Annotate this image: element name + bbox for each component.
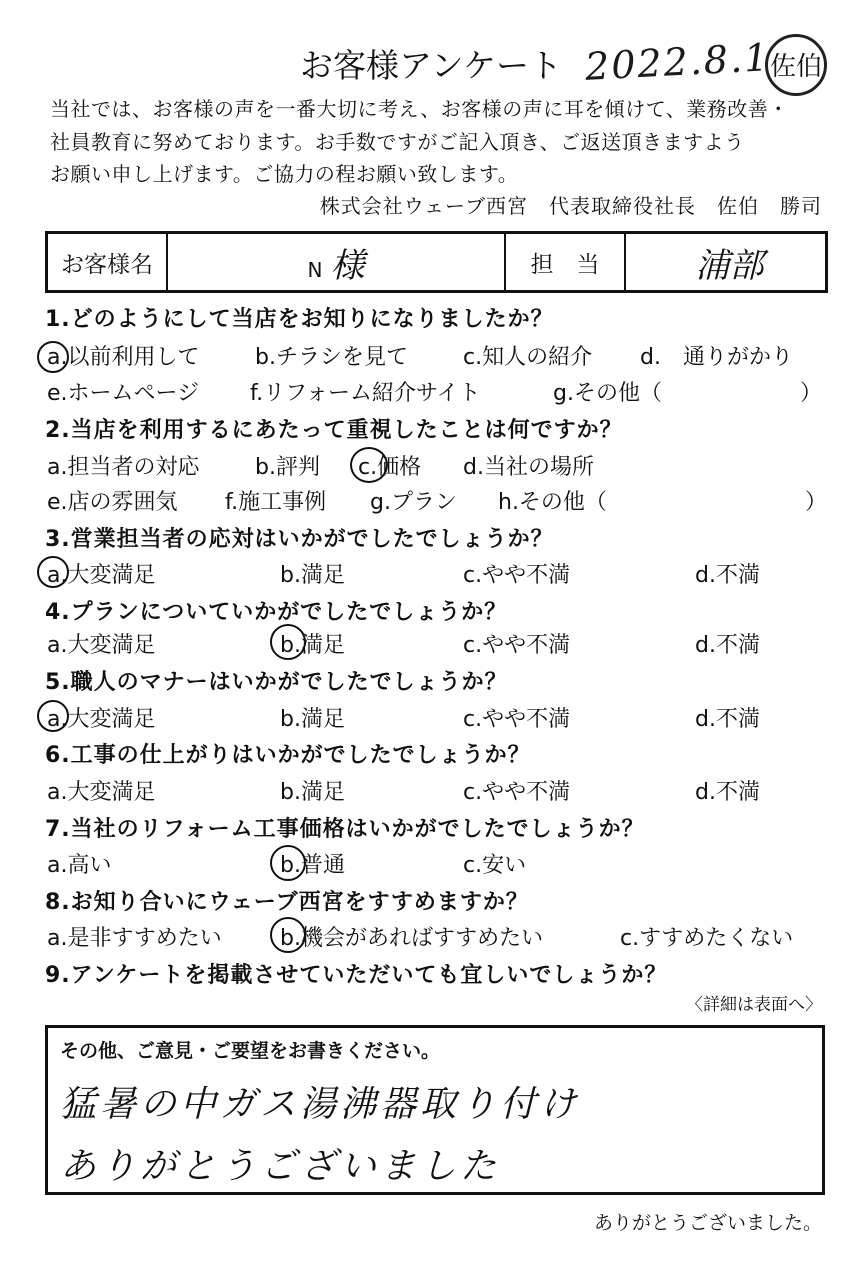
question-2: 2.当店を利用するにあたって重視したことは何ですか？ bbox=[45, 418, 623, 443]
question-8: 8.お知り合いにウェーブ西宮をすすめますか？ bbox=[45, 890, 529, 915]
q1-option-g[interactable]: g.その他（ bbox=[553, 381, 662, 406]
q7-option-b[interactable]: b.普通 bbox=[280, 853, 345, 878]
q2-option-f[interactable]: f.施工事例 bbox=[225, 490, 327, 515]
customer-initial: N bbox=[307, 257, 323, 282]
company-signature: 株式会社ウェーブ西宮 代表取締役社長 佐伯 勝司 bbox=[319, 194, 822, 218]
q5-option-d[interactable]: d.不満 bbox=[695, 707, 760, 732]
q5-option-a[interactable]: a.大変満足 bbox=[47, 707, 156, 732]
q2-option-b[interactable]: b.評判 bbox=[255, 455, 320, 480]
customer-info-table bbox=[45, 231, 828, 293]
intro-line-1: 当社では、お客様の声を一番大切に考え、お客様の声に耳を傾けて、業務改善・ bbox=[50, 97, 789, 121]
handwritten-date: 2022.8.1 bbox=[583, 35, 772, 89]
staff-cell[interactable] bbox=[625, 233, 827, 292]
q4-option-a[interactable]: a.大変満足 bbox=[47, 633, 156, 658]
question-1: 1.どのようにして当店をお知りになりましたか？ bbox=[45, 307, 554, 332]
q2-option-g[interactable]: g.プラン bbox=[370, 490, 457, 515]
name-seal bbox=[765, 34, 827, 96]
comment-label: その他、ご意見・ご要望をお書きください。 bbox=[60, 1040, 441, 1062]
staff-label: 担 当 bbox=[505, 233, 625, 292]
detail-note: 〈詳細は表面へ〉 bbox=[686, 995, 822, 1015]
q3-option-a[interactable]: a.大変満足 bbox=[47, 563, 156, 588]
customer-name-label: お客様名 bbox=[47, 233, 168, 292]
customer-name-handwritten: 様 bbox=[330, 245, 365, 286]
customer-name-cell[interactable] bbox=[167, 233, 505, 292]
q3-option-c[interactable]: c.やや不満 bbox=[463, 563, 571, 588]
q6-option-b[interactable]: b.満足 bbox=[280, 780, 345, 805]
q8-option-c[interactable]: c.すすめたくない bbox=[620, 926, 794, 951]
q1-option-e[interactable]: e.ホームページ bbox=[47, 381, 200, 406]
q8-option-a[interactable]: a.是非すすめたい bbox=[47, 926, 222, 951]
question-4: 4.プランについていかがでしたでしょうか？ bbox=[45, 600, 508, 625]
footer-thanks: ありがとうございました。 bbox=[593, 1212, 822, 1234]
comment-handwritten-line-2: ありがとうございました bbox=[60, 1146, 501, 1187]
q2-option-h[interactable]: h.その他（ bbox=[498, 490, 607, 515]
q8-option-b[interactable]: b.機会があればすすめたい bbox=[280, 926, 544, 951]
survey-title: お客様アンケート bbox=[299, 46, 563, 85]
q7-option-c[interactable]: c.安い bbox=[463, 853, 527, 878]
q2-option-h-close: ） bbox=[805, 490, 828, 515]
q3-option-d[interactable]: d.不満 bbox=[695, 563, 760, 588]
q1-option-f[interactable]: f.リフォーム紹介サイト bbox=[250, 381, 481, 406]
question-6: 6.工事の仕上がりはいかがでしたでしょうか？ bbox=[45, 743, 531, 768]
intro-line-2: 社員教育に努めております。お手数ですがご記入頂き、ご返送頂きますよう bbox=[50, 130, 745, 154]
q5-option-c[interactable]: c.やや不満 bbox=[463, 707, 571, 732]
comment-box[interactable] bbox=[45, 1025, 825, 1195]
question-7: 7.当社のリフォーム工事価格はいかがでしたでしょうか？ bbox=[45, 817, 645, 842]
staff-name-handwritten: 浦部 bbox=[695, 245, 764, 286]
q7-option-a[interactable]: a.高い bbox=[47, 853, 112, 878]
q2-option-c[interactable]: c.価格 bbox=[358, 455, 422, 480]
q6-option-a[interactable]: a.大変満足 bbox=[47, 780, 156, 805]
comment-handwritten-line-1: 猛暑の中ガス湯沸器取り付け bbox=[60, 1084, 581, 1125]
q3-option-b[interactable]: b.満足 bbox=[280, 563, 345, 588]
q1-option-b[interactable]: b.チラシを見て bbox=[255, 345, 408, 370]
q6-option-d[interactable]: d.不満 bbox=[695, 780, 760, 805]
seal-text: 佐伯 bbox=[769, 52, 822, 82]
question-3: 3.営業担当者の応対はいかがでしたでしょうか？ bbox=[45, 527, 554, 552]
q4-option-d[interactable]: d.不満 bbox=[695, 633, 760, 658]
q4-option-b[interactable]: b.満足 bbox=[280, 633, 345, 658]
question-5: 5.職人のマナーはいかがでしたでしょうか？ bbox=[45, 670, 508, 695]
q1-option-a[interactable]: a.以前利用して bbox=[47, 345, 200, 370]
q1-option-c[interactable]: c.知人の紹介 bbox=[463, 345, 593, 370]
q1-option-d[interactable]: d. 通りがかり bbox=[640, 345, 793, 370]
q2-option-a[interactable]: a.担当者の対応 bbox=[47, 455, 200, 480]
q2-option-d[interactable]: d.当社の場所 bbox=[463, 455, 594, 480]
q4-option-c[interactable]: c.やや不満 bbox=[463, 633, 571, 658]
q5-option-b[interactable]: b.満足 bbox=[280, 707, 345, 732]
question-9: 9.アンケートを掲載させていただいても宜しいでしょうか？ bbox=[45, 963, 668, 988]
q2-option-e[interactable]: e.店の雰囲気 bbox=[47, 490, 178, 515]
q6-option-c[interactable]: c.やや不満 bbox=[463, 780, 571, 805]
intro-line-3: お願い申し上げます。ご協力の程お願い致します。 bbox=[50, 162, 519, 186]
q1-option-g-close: ） bbox=[800, 381, 823, 406]
